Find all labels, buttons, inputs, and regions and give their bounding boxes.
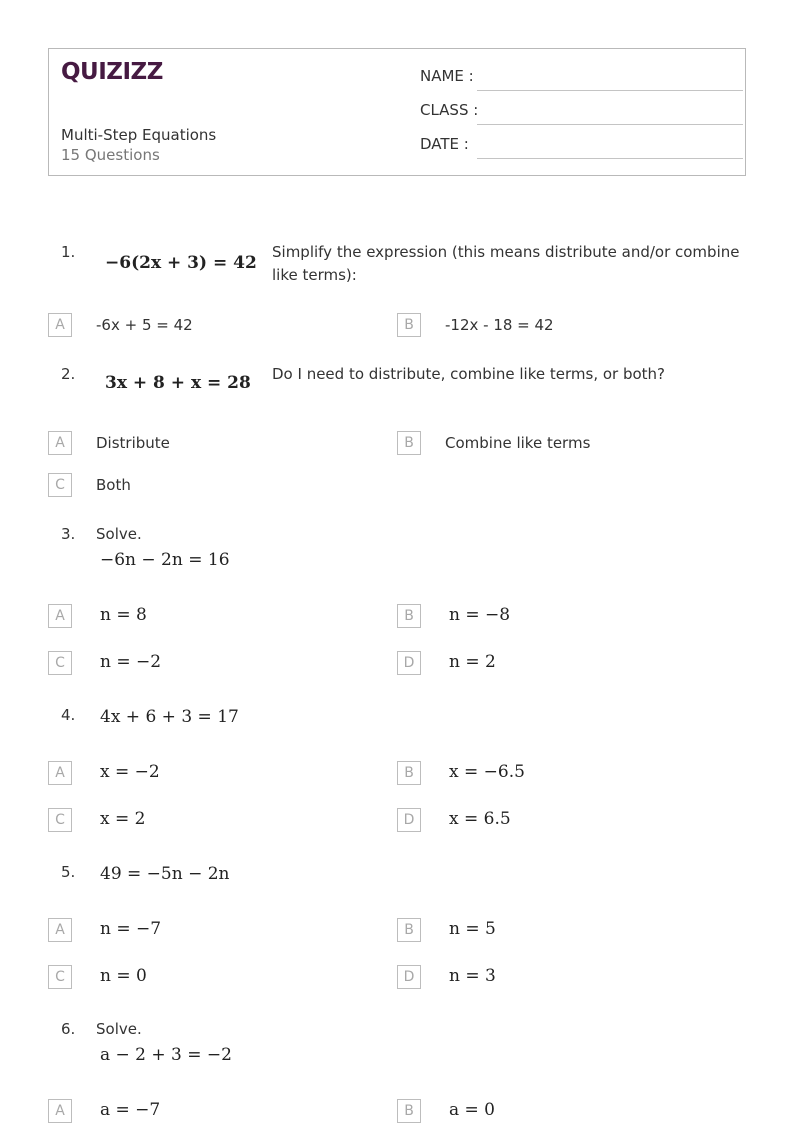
option-b-text[interactable]: Combine like terms bbox=[445, 434, 591, 452]
option-a-text[interactable]: a = −7 bbox=[100, 1100, 161, 1120]
option-c-box[interactable]: C bbox=[48, 473, 72, 497]
question-text: Do I need to distribute, combine like terms, or both? bbox=[272, 365, 666, 383]
option-b-text[interactable]: a = 0 bbox=[449, 1100, 496, 1120]
option-a-box[interactable]: A bbox=[48, 431, 72, 455]
option-c-text[interactable]: n = −2 bbox=[100, 652, 162, 672]
date-field[interactable] bbox=[420, 135, 740, 157]
option-c-text[interactable]: Both bbox=[96, 476, 131, 494]
question-number: 5. bbox=[61, 863, 76, 881]
question-equation: −6n − 2n = 16 bbox=[100, 550, 230, 570]
date-label: DATE : bbox=[420, 135, 469, 153]
option-a-text[interactable]: n = −7 bbox=[100, 919, 162, 939]
option-a-text[interactable]: x = −2 bbox=[100, 762, 160, 782]
question-number: 1. bbox=[61, 243, 76, 261]
question-number: 3. bbox=[61, 525, 76, 543]
option-b-box[interactable]: B bbox=[397, 604, 421, 628]
class-label: CLASS : bbox=[420, 101, 479, 119]
question-text: Simplify the expression (this means distribute and/or combine like terms): bbox=[272, 243, 740, 284]
option-b-text[interactable]: -12x - 18 = 42 bbox=[445, 316, 554, 334]
question-number: 4. bbox=[61, 706, 76, 724]
option-b-box[interactable]: B bbox=[397, 313, 421, 337]
option-a-text[interactable]: Distribute bbox=[96, 434, 170, 452]
option-d-box[interactable]: D bbox=[397, 965, 421, 989]
option-a-text[interactable]: n = 8 bbox=[100, 605, 147, 625]
option-a-box[interactable]: A bbox=[48, 313, 72, 337]
option-a-box[interactable]: A bbox=[48, 761, 72, 785]
question-equation: −6(2x + 3) = 42 bbox=[105, 253, 257, 273]
option-d-text[interactable]: n = 3 bbox=[449, 966, 496, 986]
question-text: Solve. bbox=[96, 525, 142, 543]
name-line[interactable] bbox=[477, 90, 743, 91]
question-equation: 4x + 6 + 3 = 17 bbox=[100, 707, 239, 727]
class-line[interactable] bbox=[477, 124, 743, 125]
option-d-text[interactable]: n = 2 bbox=[449, 652, 496, 672]
worksheet-title: Multi-Step Equations bbox=[61, 126, 217, 144]
option-b-box[interactable]: B bbox=[397, 1099, 421, 1123]
option-b-box[interactable]: B bbox=[397, 761, 421, 785]
name-field[interactable] bbox=[420, 67, 740, 89]
question-number: 2. bbox=[61, 365, 76, 383]
question-equation: 3x + 8 + x = 28 bbox=[105, 373, 251, 393]
option-a-box[interactable]: A bbox=[48, 604, 72, 628]
option-c-box[interactable]: C bbox=[48, 965, 72, 989]
name-label: NAME : bbox=[420, 67, 474, 85]
option-c-text[interactable]: n = 0 bbox=[100, 966, 147, 986]
option-d-text[interactable]: x = 6.5 bbox=[449, 809, 511, 829]
quizizz-logo: QUIZIZZ bbox=[61, 59, 163, 85]
option-c-text[interactable]: x = 2 bbox=[100, 809, 146, 829]
question-number: 6. bbox=[61, 1020, 76, 1038]
question-equation: a − 2 + 3 = −2 bbox=[100, 1045, 232, 1065]
option-b-box[interactable]: B bbox=[397, 918, 421, 942]
option-b-text[interactable]: n = 5 bbox=[449, 919, 496, 939]
class-field[interactable] bbox=[420, 101, 740, 123]
option-d-box[interactable]: D bbox=[397, 808, 421, 832]
option-a-box[interactable]: A bbox=[48, 918, 72, 942]
question-equation: 49 = −5n − 2n bbox=[100, 864, 230, 884]
option-c-box[interactable]: C bbox=[48, 808, 72, 832]
date-line[interactable] bbox=[477, 158, 743, 159]
option-c-box[interactable]: C bbox=[48, 651, 72, 675]
option-b-text[interactable]: n = −8 bbox=[449, 605, 511, 625]
option-d-box[interactable]: D bbox=[397, 651, 421, 675]
option-a-box[interactable]: A bbox=[48, 1099, 72, 1123]
option-b-box[interactable]: B bbox=[397, 431, 421, 455]
option-b-text[interactable]: x = −6.5 bbox=[449, 762, 525, 782]
worksheet-header bbox=[48, 48, 746, 176]
question-text: Solve. bbox=[96, 1020, 142, 1038]
question-count: 15 Questions bbox=[61, 146, 160, 164]
option-a-text[interactable]: -6x + 5 = 42 bbox=[96, 316, 193, 334]
